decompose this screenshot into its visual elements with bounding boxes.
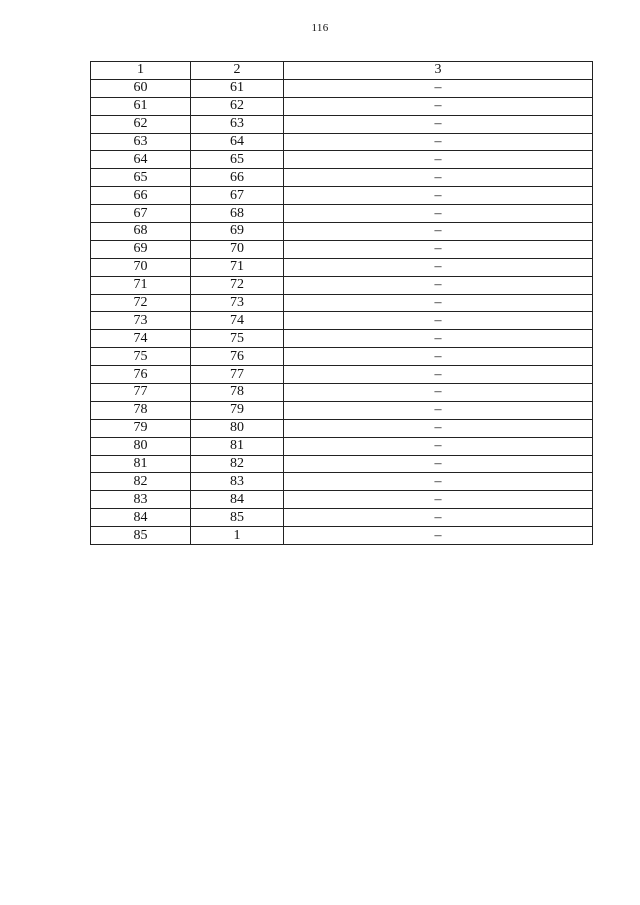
table-row: [91, 437, 593, 455]
table-cell-col2: 77: [191, 366, 284, 384]
table-cell-col2: 84: [191, 491, 284, 509]
data-table: [90, 61, 593, 545]
table-row: [91, 258, 593, 276]
table-cell-col1: 79: [91, 419, 191, 437]
table-cell-col3: –: [284, 455, 593, 473]
table-cell-col3: –: [284, 473, 593, 491]
table-cell-col3: –: [284, 419, 593, 437]
table-cell-col3: –: [284, 205, 593, 223]
table-cell-col3: –: [284, 312, 593, 330]
table-cell-col1: 70: [91, 258, 191, 276]
table-cell-col1: 83: [91, 491, 191, 509]
table-cell-col2: 76: [191, 348, 284, 366]
table-row: [91, 205, 593, 223]
table-row: [91, 491, 593, 509]
table-row: [91, 240, 593, 258]
table-row: [91, 97, 593, 115]
table-cell-col3: –: [284, 348, 593, 366]
table-cell-col1: 61: [91, 97, 191, 115]
table-cell-col1: 67: [91, 205, 191, 223]
table-cell-col1: 82: [91, 473, 191, 491]
table-cell-col2: 66: [191, 169, 284, 187]
table-cell-col3: –: [284, 97, 593, 115]
table-cell-col1: 73: [91, 312, 191, 330]
table-row: [91, 223, 593, 241]
table-header: [91, 62, 593, 80]
table-row: [91, 366, 593, 384]
table-cell-col1: 66: [91, 187, 191, 205]
table-cell-col3: –: [284, 294, 593, 312]
table-row: [91, 473, 593, 491]
table-cell-col2: 81: [191, 437, 284, 455]
table-row: [91, 527, 593, 545]
table-cell-col3: –: [284, 384, 593, 402]
table-cell-col2: 1: [191, 527, 284, 545]
table-cell-col2: 74: [191, 312, 284, 330]
column-header-2: 2: [191, 62, 284, 80]
table-cell-col2: 78: [191, 384, 284, 402]
column-header-1: 1: [91, 62, 191, 80]
header-row: [91, 62, 593, 80]
table-cell-col2: 72: [191, 276, 284, 294]
table-row: [91, 276, 593, 294]
table-cell-col3: –: [284, 169, 593, 187]
table-cell-col1: 71: [91, 276, 191, 294]
table-cell-col1: 80: [91, 437, 191, 455]
table-cell-col2: 82: [191, 455, 284, 473]
table-cell-col2: 80: [191, 419, 284, 437]
table-cell-col2: 71: [191, 258, 284, 276]
table-cell-col2: 79: [191, 401, 284, 419]
table-cell-col2: 64: [191, 133, 284, 151]
table-cell-col3: –: [284, 223, 593, 241]
table-cell-col2: 70: [191, 240, 284, 258]
table-cell-col1: 63: [91, 133, 191, 151]
table-cell-col3: –: [284, 276, 593, 294]
table-cell-col3: –: [284, 133, 593, 151]
table-cell-col3: –: [284, 491, 593, 509]
table-body: [91, 79, 593, 544]
table-cell-col2: 83: [191, 473, 284, 491]
table-row: [91, 348, 593, 366]
table-cell-col1: 68: [91, 223, 191, 241]
table-cell-col3: –: [284, 258, 593, 276]
table-cell-col3: –: [284, 437, 593, 455]
table-cell-col1: 78: [91, 401, 191, 419]
table-cell-col2: 61: [191, 79, 284, 97]
page-number: 116: [311, 22, 329, 34]
table-cell-col1: 76: [91, 366, 191, 384]
table-cell-col2: 63: [191, 115, 284, 133]
table-cell-col3: –: [284, 240, 593, 258]
table-cell-col3: –: [284, 115, 593, 133]
table-row: [91, 187, 593, 205]
table-cell-col3: –: [284, 187, 593, 205]
table-row: [91, 169, 593, 187]
table-row: [91, 79, 593, 97]
table-cell-col3: –: [284, 527, 593, 545]
table-cell-col2: 67: [191, 187, 284, 205]
table-cell-col2: 73: [191, 294, 284, 312]
table-cell-col3: –: [284, 330, 593, 348]
table-row: [91, 509, 593, 527]
table-cell-col3: –: [284, 509, 593, 527]
table-cell-col1: 74: [91, 330, 191, 348]
table-cell-col3: –: [284, 79, 593, 97]
table-row: [91, 401, 593, 419]
table-cell-col1: 84: [91, 509, 191, 527]
table-row: [91, 330, 593, 348]
column-header-3: 3: [284, 62, 593, 80]
table-cell-col1: 81: [91, 455, 191, 473]
table-cell-col3: –: [284, 401, 593, 419]
table-row: [91, 384, 593, 402]
table-cell-col1: 69: [91, 240, 191, 258]
table-cell-col2: 68: [191, 205, 284, 223]
table-cell-col2: 65: [191, 151, 284, 169]
table-cell-col1: 75: [91, 348, 191, 366]
table-cell-col1: 64: [91, 151, 191, 169]
table-cell-col1: 85: [91, 527, 191, 545]
table-cell-col3: –: [284, 151, 593, 169]
table-row: [91, 455, 593, 473]
table-row: [91, 133, 593, 151]
table-row: [91, 419, 593, 437]
table-cell-col3: –: [284, 366, 593, 384]
table-cell-col2: 75: [191, 330, 284, 348]
table-cell-col2: 69: [191, 223, 284, 241]
table-row: [91, 151, 593, 169]
table-cell-col1: 62: [91, 115, 191, 133]
table-cell-col1: 60: [91, 79, 191, 97]
table-cell-col1: 65: [91, 169, 191, 187]
table-cell-col1: 77: [91, 384, 191, 402]
table-cell-col2: 62: [191, 97, 284, 115]
table-cell-col2: 85: [191, 509, 284, 527]
table-cell-col1: 72: [91, 294, 191, 312]
table-row: [91, 115, 593, 133]
table-row: [91, 294, 593, 312]
table-row: [91, 312, 593, 330]
